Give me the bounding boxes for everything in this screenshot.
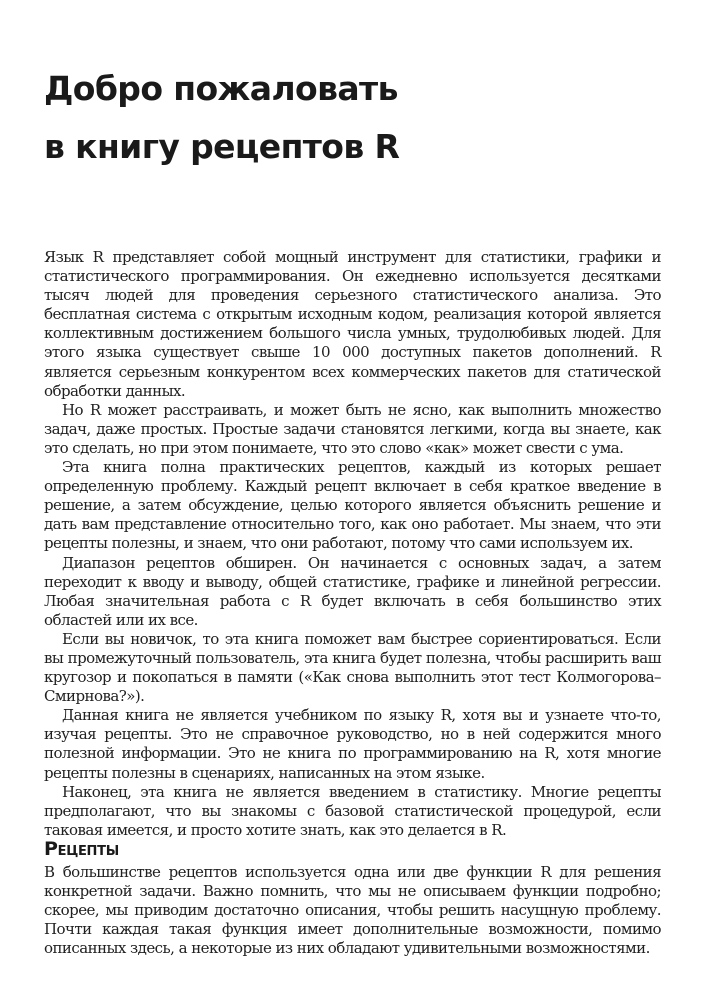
chapter-title-line-2: в книгу рецептов R bbox=[44, 127, 400, 166]
paragraph: В большинстве рецептов используется одна или две функции R для решения конкретной задачи. Важно помнить, что мы не описываем функции подробно; скорее, мы приводим достаточно описания, чтобы решить насущную проблему. Почти каждая такая функция имеет дополнительные возможности, помимо описанных здесь, а некоторые из них обладают удивительными возможностями. bbox=[44, 863, 661, 958]
chapter-title bbox=[44, 60, 684, 176]
paragraph: Эта книга полна практических рецептов, каждый из которых решает определенную проблему. Каждый рецепт включает в себя краткое введение в решение, а затем обсуждение, целью которого является объяснить решение и дать вам представление относительно того, как оно работает. Мы знаем, что эти рецепты полезны, и знаем, что они работают, потому что сами используем их. bbox=[44, 458, 661, 553]
paragraph: Наконец, эта книга не является введением в статистику. Многие рецепты предполагают, что вы знакомы с базовой статистической процедурой, если таковая имеется, и просто хотите знать, как это делается в R. bbox=[44, 782, 661, 839]
chapter-title-line-1: Добро пожаловать bbox=[44, 69, 398, 108]
recipes-section-text bbox=[44, 863, 661, 958]
paragraph: Но R может расстраивать, и может быть не ясно, как выполнить множество задач, даже простых. Простые задачи становятся легкими, когда вы знаете, как это сделать, но при этом понимаете, что это слово «как» может свести с ума. bbox=[44, 400, 661, 457]
paragraph: Язык R представляет собой мощный инструмент для статистики, графики и статистического программирования. Он ежедневно используется десятками тысяч людей для проведения серьезного статистического анализа. Это бесплатная система с открытым исходным кодом, реализация которой является коллективным достижением большого числа умных, трудолюбивых людей. Для этого языка существует свыше 10 000 доступных пакетов дополнений. R является серьезным конкурентом всех коммерческих пакетов для статической обработки данных. bbox=[44, 248, 661, 400]
paragraph: Данная книга не является учебником по языку R, хотя вы и узнаете что-то, изучая рецепты. Это не справочное руководство, но в ней содержится много полезной информации. Это не книга по программированию на R, хотя многие рецепты полезны в сценариях, написанных на этом языке. bbox=[44, 706, 661, 782]
intro-text bbox=[44, 248, 661, 840]
paragraph: Диапазон рецептов обширен. Он начинается с основных задач, а затем переходит к вводу и выводу, общей статистике, графике и линейной регрессии. Любая значительная работа с R будет включать в себя большинство этих областей или их все. bbox=[44, 553, 661, 629]
section-heading-recipes: Рецепты bbox=[44, 838, 119, 860]
paragraph: Если вы новичок, то эта книга поможет вам быстрее сориентироваться. Если вы промежуточный пользователь, эта книга будет полезна, чтобы расширить ваш кругозор и покопаться в памяти («Как снова выполнить этот тест Колмогорова–Смирнова?»). bbox=[44, 629, 661, 706]
